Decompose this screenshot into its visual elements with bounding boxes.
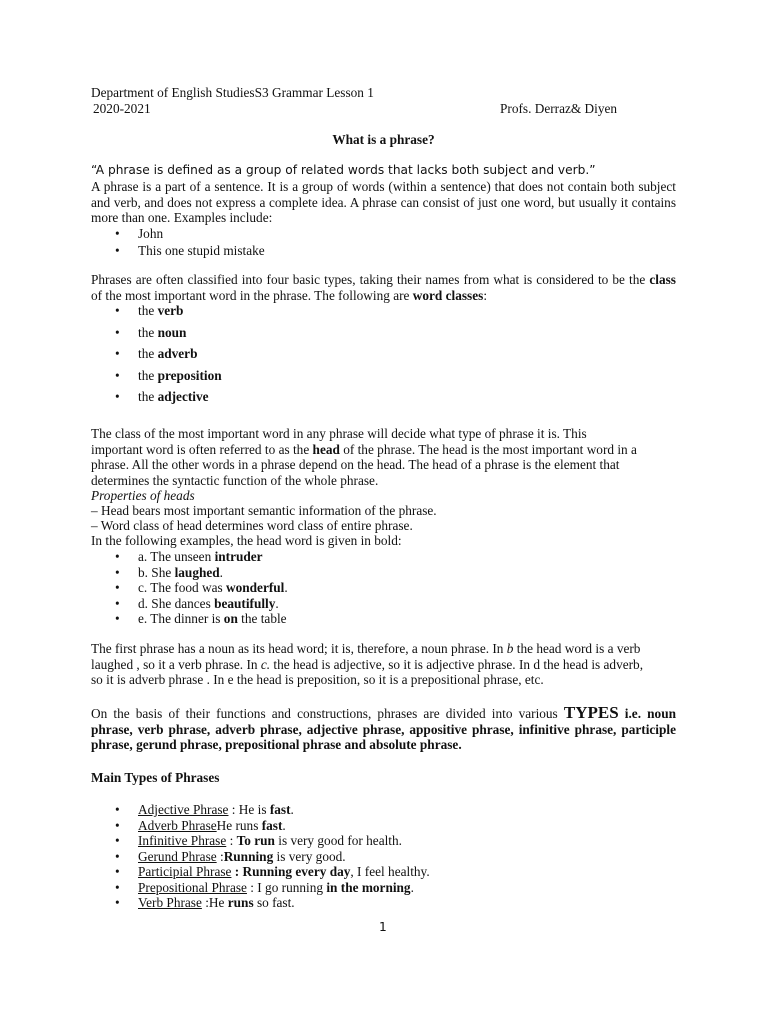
definition-quote: “A phrase is defined as a group of related words that lacks both subject and verb.” (91, 163, 596, 177)
list-item: • Participial Phrase : Running every day, I feel healthy. (115, 864, 430, 879)
list-item: • the verb (115, 303, 184, 318)
list-item: • e. The dinner is on the table (115, 611, 287, 626)
list-item: • the adjective (115, 389, 209, 404)
head-paragraph: The class of the most important word in any phrase will decide what type of phrase it is. This important word is often referred to as the head of the phrase. The head is the most important word in a phrase. All the other words in a phrase depend on the head. The head of a phrase is the element that determines the syntactic function of the whole phrase. (91, 426, 637, 488)
list-item: • the noun (115, 324, 187, 340)
property-item: – Word class of head determines word class of entire phrase. (91, 518, 413, 533)
list-item: • Gerund Phrase :Running is very good. (115, 848, 346, 864)
list-item: • b. She laughed. (115, 564, 223, 580)
property-item: – Head bears most important semantic information of the phrase. (91, 503, 437, 518)
list-item: • Infinitive Phrase : To run is very good for health. (115, 833, 402, 848)
academic-year: 2020-2021 (93, 101, 151, 116)
examples-intro: In the following examples, the head word is given in bold: (91, 533, 402, 548)
professors: Profs. Derraz& Diyen (500, 101, 618, 116)
list-item: • c. The food was wonderful. (115, 580, 288, 595)
types-paragraph: On the basis of their functions and constructions, phrases are divided into various TYPES i.e. noun phrase, verb phrase, adverb phrase, adjective phrase, appositive phrase, infinitive phrase, participle phrase, gerund phrase, prepositional phrase and absolute phrase. (91, 703, 676, 752)
department-line: Department of English StudiesS3 Grammar Lesson 1 (91, 85, 374, 100)
list-item: • Verb Phrase :He runs so fast. (115, 895, 295, 910)
list-item: • John (115, 226, 164, 241)
list-item: • the preposition (115, 367, 222, 383)
main-types-heading: Main Types of Phrases (91, 770, 220, 785)
properties-heading: Properties of heads (91, 488, 195, 503)
examples-list (115, 226, 265, 258)
list-item: • Prepositional Phrase : I go running in the morning. (115, 879, 414, 895)
list-item: • Adjective Phrase : He is fast. (115, 802, 294, 817)
list-item: • Adverb PhraseHe runs fast. (115, 817, 286, 833)
list-item: • d. She dances beautifully. (115, 595, 279, 611)
first-phrase-paragraph: The first phrase has a noun as its head word; it is, therefore, a noun phrase. In b the head word is a verb laughed , so it a verb phrase. In c. the head is adjective, so it is adjective phrase. In d the head is adverb, so it is adverb phrase . In e the head is preposition, so it is a prepositional phrase, etc. (91, 641, 644, 687)
list-item: • This one stupid mistake (115, 242, 265, 258)
list-item: • the adverb (115, 346, 198, 361)
page-title: What is a phrase? (332, 132, 435, 147)
classes-paragraph: Phrases are often classified into four basic types, taking their names from what is considered to be the class of the most important word in the phrase. The following are word classes: (91, 272, 676, 303)
page-number: 1 (379, 920, 387, 934)
head-examples-list (115, 549, 288, 627)
main-types-list (115, 802, 430, 911)
word-classes-list (115, 303, 222, 411)
intro-paragraph: A phrase is a part of a sentence. It is a group of words (within a sentence) that does not contain both subject and verb, and does not express a complete idea. A phrase can consist of just one word, but usually it contains more than one. Examples include: (91, 179, 676, 225)
list-item: • a. The unseen intruder (115, 549, 263, 564)
